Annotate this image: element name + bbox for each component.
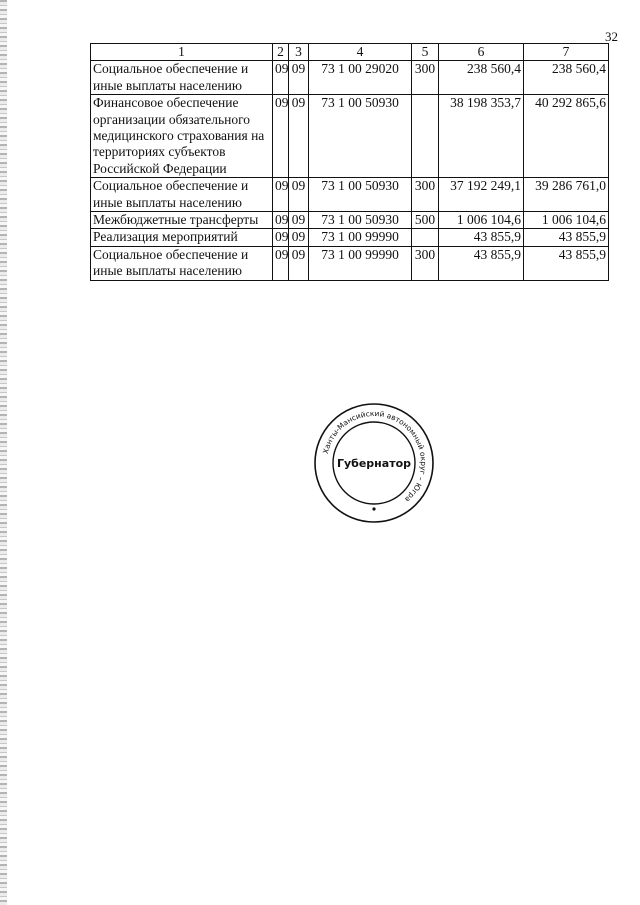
amount-col6-cell: 43 855,9: [439, 246, 524, 280]
target-article-cell: 73 1 00 99990: [309, 246, 412, 280]
column-header-5: 5: [412, 44, 439, 61]
column-header-2: 2: [273, 44, 289, 61]
section-code-cell: 09: [273, 95, 289, 178]
expense-type-cell: 300: [412, 246, 439, 280]
row-name-cell: Социальное обеспечение и иные выплаты населению: [91, 61, 273, 95]
target-article-cell: 73 1 00 50930: [309, 178, 412, 212]
amount-col7-cell: 39 286 761,0: [524, 178, 609, 212]
target-article-cell: 73 1 00 99990: [309, 229, 412, 246]
column-header-7: 7: [524, 44, 609, 61]
seal-center-text: Губернатор: [336, 457, 412, 470]
table-row: [91, 212, 609, 229]
amount-col7-cell: 1 006 104,6: [524, 212, 609, 229]
subsection-code-cell: 09: [289, 61, 309, 95]
table-row: [91, 178, 609, 212]
table-header-row: [91, 44, 609, 61]
scan-edge-artifact: [0, 0, 7, 905]
section-code-cell: 09: [273, 246, 289, 280]
table-row: [91, 95, 609, 178]
seal-star-mark: [372, 507, 375, 510]
amount-col7-cell: 43 855,9: [524, 229, 609, 246]
section-code-cell: 09: [273, 178, 289, 212]
section-code-cell: 09: [273, 61, 289, 95]
section-code-cell: 09: [273, 229, 289, 246]
target-article-cell: 73 1 00 29020: [309, 61, 412, 95]
expense-type-cell: [412, 229, 439, 246]
table-row: [91, 246, 609, 280]
amount-col6-cell: 1 006 104,6: [439, 212, 524, 229]
column-header-6: 6: [439, 44, 524, 61]
seal-graphic: [313, 402, 435, 524]
table-row: [91, 229, 609, 246]
row-name-cell: Финансовое обеспечение организации обязательного медицинского страхования на территориях субъектов Российской Федерации: [91, 95, 273, 178]
amount-col7-cell: 238 560,4: [524, 61, 609, 95]
subsection-code-cell: 09: [289, 229, 309, 246]
row-name-cell: Социальное обеспечение и иные выплаты населению: [91, 246, 273, 280]
expense-type-cell: 500: [412, 212, 439, 229]
amount-col6-cell: 238 560,4: [439, 61, 524, 95]
governor-seal: [313, 402, 435, 524]
column-header-3: 3: [289, 44, 309, 61]
budget-table: [90, 43, 609, 281]
amount-col6-cell: 38 198 353,7: [439, 95, 524, 178]
amount-col7-cell: 43 855,9: [524, 246, 609, 280]
column-header-1: 1: [91, 44, 273, 61]
target-article-cell: 73 1 00 50930: [309, 212, 412, 229]
seal-ring-text: Ханты-Мансийский автономный округ – Югра: [320, 408, 429, 505]
expense-type-cell: 300: [412, 178, 439, 212]
row-name-cell: Реализация мероприятий: [91, 229, 273, 246]
amount-col6-cell: 37 192 249,1: [439, 178, 524, 212]
column-header-4: 4: [309, 44, 412, 61]
amount-col7-cell: 40 292 865,6: [524, 95, 609, 178]
table-row: [91, 61, 609, 95]
expense-type-cell: [412, 95, 439, 178]
page-number: 32: [605, 29, 618, 44]
subsection-code-cell: 09: [289, 95, 309, 178]
row-name-cell: Социальное обеспечение и иные выплаты населению: [91, 178, 273, 212]
subsection-code-cell: 09: [289, 178, 309, 212]
subsection-code-cell: 09: [289, 212, 309, 229]
section-code-cell: 09: [273, 212, 289, 229]
target-article-cell: 73 1 00 50930: [309, 95, 412, 178]
expense-type-cell: 300: [412, 61, 439, 95]
subsection-code-cell: 09: [289, 246, 309, 280]
amount-col6-cell: 43 855,9: [439, 229, 524, 246]
row-name-cell: Межбюджетные трансферты: [91, 212, 273, 229]
